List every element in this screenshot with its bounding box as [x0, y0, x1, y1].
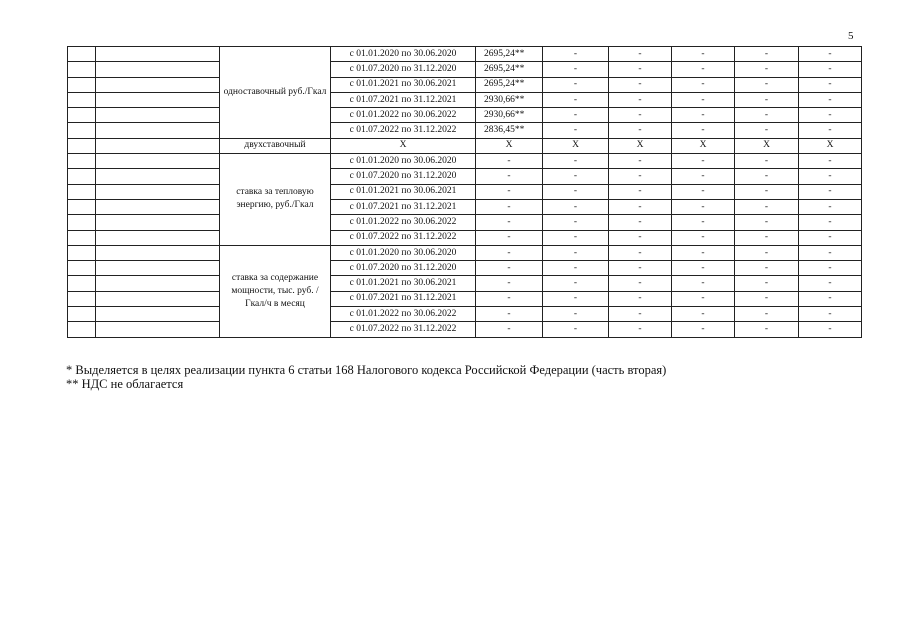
period-cell: с 01.01.2021 по 30.06.2021 — [331, 77, 476, 92]
row-name-cell — [96, 276, 220, 291]
value-cell: - — [543, 154, 609, 169]
value-cell: - — [672, 47, 735, 62]
value-cell: 2695,24** — [476, 77, 543, 92]
row-name-cell — [96, 47, 220, 62]
table-row — [68, 108, 862, 123]
table-row — [68, 230, 862, 245]
period-cell: с 01.01.2021 по 30.06.2021 — [331, 276, 476, 291]
value-cell: - — [609, 230, 672, 245]
value-cell: - — [735, 276, 799, 291]
period-cell: с 01.07.2021 по 31.12.2021 — [331, 92, 476, 107]
row-number-cell — [68, 276, 96, 291]
rate-type-label: двухставочный — [220, 138, 331, 153]
value-cell: - — [672, 184, 735, 199]
row-name-cell — [96, 245, 220, 260]
table-row — [68, 261, 862, 276]
value-cell: X — [799, 138, 862, 153]
table-row — [68, 199, 862, 214]
period-cell: с 01.07.2020 по 31.12.2020 — [331, 62, 476, 77]
table-row — [68, 169, 862, 184]
row-number-cell — [68, 154, 96, 169]
row-number-cell — [68, 138, 96, 153]
value-cell: - — [735, 322, 799, 337]
period-cell: с 01.01.2022 по 30.06.2022 — [331, 307, 476, 322]
value-cell: - — [799, 154, 862, 169]
value-cell: - — [672, 123, 735, 138]
value-cell: - — [476, 276, 543, 291]
value-cell: - — [735, 184, 799, 199]
value-cell: - — [672, 322, 735, 337]
value-cell: - — [799, 123, 862, 138]
footnote-vat-exempt: ** НДС не облагается — [66, 377, 184, 391]
table-row — [68, 291, 862, 306]
row-number-cell — [68, 108, 96, 123]
value-cell: - — [543, 245, 609, 260]
value-cell: - — [672, 215, 735, 230]
footnotes — [66, 363, 666, 391]
period-cell: с 01.07.2022 по 31.12.2022 — [331, 230, 476, 245]
table-row — [68, 245, 862, 260]
value-cell: - — [476, 307, 543, 322]
value-cell: - — [609, 77, 672, 92]
row-number-cell — [68, 184, 96, 199]
row-name-cell — [96, 123, 220, 138]
table-row — [68, 322, 862, 337]
period-cell: с 01.01.2022 по 30.06.2022 — [331, 108, 476, 123]
value-cell: - — [735, 261, 799, 276]
value-cell: X — [543, 138, 609, 153]
table-row — [68, 215, 862, 230]
value-cell: - — [799, 169, 862, 184]
value-cell: - — [735, 154, 799, 169]
value-cell: - — [609, 261, 672, 276]
row-number-cell — [68, 322, 96, 337]
value-cell: - — [476, 291, 543, 306]
row-name-cell — [96, 215, 220, 230]
value-cell: - — [609, 276, 672, 291]
value-cell: - — [672, 276, 735, 291]
row-name-cell — [96, 322, 220, 337]
value-cell: - — [476, 322, 543, 337]
value-cell: - — [735, 169, 799, 184]
period-cell: с 01.01.2020 по 30.06.2020 — [331, 47, 476, 62]
value-cell: - — [735, 47, 799, 62]
row-name-cell — [96, 62, 220, 77]
row-name-cell — [96, 307, 220, 322]
value-cell: - — [543, 62, 609, 77]
value-cell: - — [476, 245, 543, 260]
value-cell: - — [735, 245, 799, 260]
value-cell: - — [543, 199, 609, 214]
value-cell: - — [799, 92, 862, 107]
value-cell: - — [735, 291, 799, 306]
period-cell: с 01.07.2021 по 31.12.2021 — [331, 199, 476, 214]
value-cell: - — [672, 169, 735, 184]
value-cell: - — [609, 154, 672, 169]
value-cell: - — [672, 108, 735, 123]
period-cell: с 01.07.2020 по 31.12.2020 — [331, 261, 476, 276]
value-cell: - — [476, 230, 543, 245]
footnote-vat-allocation: * Выделяется в целях реализации пункта 6 статьи 168 Налогового кодекса Российской Федерации (часть вторая) — [66, 363, 667, 377]
row-name-cell — [96, 92, 220, 107]
row-name-cell — [96, 184, 220, 199]
row-number-cell — [68, 307, 96, 322]
value-cell: - — [672, 77, 735, 92]
period-cell: с 01.01.2022 по 30.06.2022 — [331, 215, 476, 230]
value-cell: - — [609, 47, 672, 62]
period-cell: с 01.07.2022 по 31.12.2022 — [331, 123, 476, 138]
table-row — [68, 184, 862, 199]
value-cell: - — [609, 108, 672, 123]
value-cell: - — [543, 169, 609, 184]
value-cell: - — [543, 123, 609, 138]
value-cell: - — [735, 215, 799, 230]
value-cell: - — [799, 77, 862, 92]
value-cell: - — [543, 291, 609, 306]
value-cell: - — [799, 199, 862, 214]
value-cell: - — [543, 108, 609, 123]
row-number-cell — [68, 169, 96, 184]
value-cell: - — [543, 215, 609, 230]
table-row — [68, 77, 862, 92]
period-cell: с 01.01.2020 по 30.06.2020 — [331, 245, 476, 260]
value-cell: X — [476, 138, 543, 153]
value-cell: - — [799, 291, 862, 306]
value-cell: X — [735, 138, 799, 153]
table-row — [68, 123, 862, 138]
value-cell: - — [799, 322, 862, 337]
table-row — [68, 92, 862, 107]
row-name-cell — [96, 199, 220, 214]
value-cell: X — [609, 138, 672, 153]
value-cell: 2695,24** — [476, 62, 543, 77]
value-cell: X — [672, 138, 735, 153]
value-cell: - — [799, 47, 862, 62]
row-name-cell — [96, 230, 220, 245]
value-cell: - — [672, 199, 735, 214]
value-cell: - — [735, 92, 799, 107]
period-cell: с 01.07.2021 по 31.12.2021 — [331, 291, 476, 306]
value-cell: - — [476, 184, 543, 199]
value-cell: - — [543, 230, 609, 245]
value-cell: 2930,66** — [476, 92, 543, 107]
row-number-cell — [68, 47, 96, 62]
tariff-table — [67, 46, 862, 338]
row-name-cell — [96, 108, 220, 123]
value-cell: - — [672, 307, 735, 322]
rate-type-label: ставка за тепловую энергию, руб./Гкал — [220, 154, 331, 246]
row-number-cell — [68, 245, 96, 260]
value-cell: - — [609, 92, 672, 107]
period-cell: с 01.01.2021 по 30.06.2021 — [331, 184, 476, 199]
row-name-cell — [96, 291, 220, 306]
value-cell: - — [799, 261, 862, 276]
value-cell: - — [799, 245, 862, 260]
row-number-cell — [68, 123, 96, 138]
value-cell: - — [476, 215, 543, 230]
value-cell: - — [476, 261, 543, 276]
value-cell: - — [543, 47, 609, 62]
value-cell: - — [543, 92, 609, 107]
table-row — [68, 62, 862, 77]
value-cell: - — [543, 322, 609, 337]
value-cell: - — [799, 62, 862, 77]
value-cell: - — [543, 276, 609, 291]
value-cell: - — [609, 322, 672, 337]
period-cell: с 01.07.2022 по 31.12.2022 — [331, 322, 476, 337]
value-cell: 2930,66** — [476, 108, 543, 123]
period-cell: X — [331, 138, 476, 153]
value-cell: - — [672, 230, 735, 245]
value-cell: 2836,45** — [476, 123, 543, 138]
value-cell: - — [735, 230, 799, 245]
value-cell: - — [735, 77, 799, 92]
value-cell: - — [735, 307, 799, 322]
row-number-cell — [68, 230, 96, 245]
value-cell: - — [609, 199, 672, 214]
row-number-cell — [68, 62, 96, 77]
table-row — [68, 307, 862, 322]
row-number-cell — [68, 77, 96, 92]
value-cell: - — [609, 215, 672, 230]
page-number: 5 — [848, 30, 854, 42]
row-number-cell — [68, 261, 96, 276]
value-cell: - — [672, 62, 735, 77]
value-cell: - — [799, 230, 862, 245]
value-cell: - — [799, 276, 862, 291]
value-cell: - — [735, 62, 799, 77]
value-cell: - — [799, 184, 862, 199]
value-cell: - — [735, 199, 799, 214]
row-name-cell — [96, 138, 220, 153]
table-row — [68, 47, 862, 62]
row-name-cell — [96, 261, 220, 276]
value-cell: - — [609, 291, 672, 306]
value-cell: 2695,24** — [476, 47, 543, 62]
value-cell: - — [543, 184, 609, 199]
value-cell: - — [799, 108, 862, 123]
value-cell: - — [476, 199, 543, 214]
value-cell: - — [543, 77, 609, 92]
row-number-cell — [68, 199, 96, 214]
value-cell: - — [543, 261, 609, 276]
value-cell: - — [735, 123, 799, 138]
value-cell: - — [672, 245, 735, 260]
row-number-cell — [68, 92, 96, 107]
value-cell: - — [476, 169, 543, 184]
value-cell: - — [672, 92, 735, 107]
row-name-cell — [96, 77, 220, 92]
row-name-cell — [96, 169, 220, 184]
row-name-cell — [96, 154, 220, 169]
value-cell: - — [672, 154, 735, 169]
value-cell: - — [609, 123, 672, 138]
value-cell: - — [799, 307, 862, 322]
value-cell: - — [672, 261, 735, 276]
row-number-cell — [68, 291, 96, 306]
value-cell: - — [609, 62, 672, 77]
table-row — [68, 276, 862, 291]
rate-type-label: одноставочный руб./Гкал — [220, 47, 331, 139]
period-cell: с 01.07.2020 по 31.12.2020 — [331, 169, 476, 184]
value-cell: - — [609, 169, 672, 184]
value-cell: - — [476, 154, 543, 169]
value-cell: - — [672, 291, 735, 306]
value-cell: - — [799, 215, 862, 230]
value-cell: - — [735, 108, 799, 123]
value-cell: - — [609, 245, 672, 260]
value-cell: - — [609, 184, 672, 199]
value-cell: - — [609, 307, 672, 322]
period-cell: с 01.01.2020 по 30.06.2020 — [331, 154, 476, 169]
rate-type-label: ставка за содержание мощности, тыс. руб. /Гкал/ч в месяц — [220, 245, 331, 337]
table-row — [68, 154, 862, 169]
table-row — [68, 138, 862, 153]
row-number-cell — [68, 215, 96, 230]
value-cell: - — [543, 307, 609, 322]
